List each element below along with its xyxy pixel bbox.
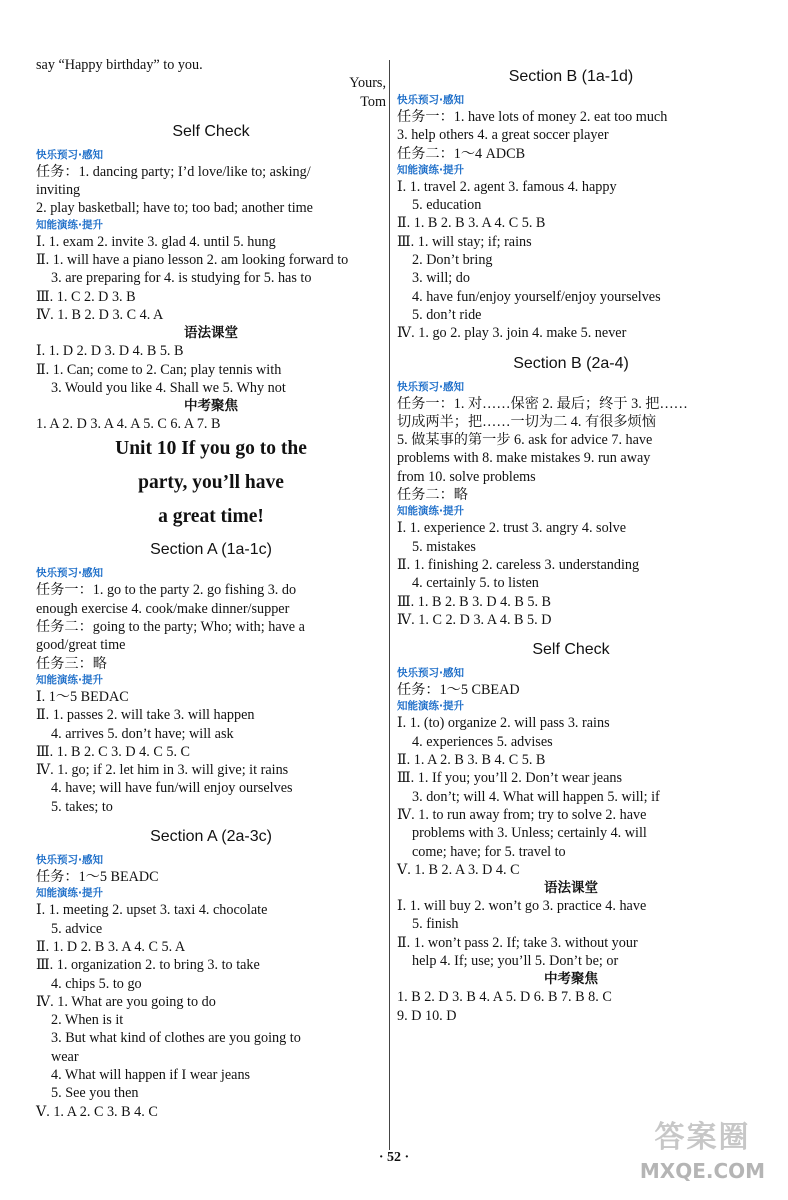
answer-line: 2. play basketball; have to; too bad; another time [36,200,313,217]
answer-line: Ⅰ. 1. (to) organize 2. will pass 3. rains [397,715,610,732]
answer-line: Ⅲ. 1. B 2. C 3. D 4. C 5. C [36,743,190,760]
section-heading: 语法课堂 [544,880,598,897]
answer-line: say “Happy birthday” to you. [36,57,203,73]
right-column [397,56,745,1025]
answer-line: Ⅴ. 1. A 2. C 3. B 4. C [36,1103,158,1120]
section-tag: 快乐预习·感知 [36,567,103,580]
answer-line: Ⅲ. 1. will stay; if; rains [397,233,532,250]
section-heading: 中考聚焦 [544,971,598,988]
section-tag: 知能演练·提升 [36,673,103,686]
answer-line: help 4. If; use; you’ll 5. Don’t be; or [412,952,619,969]
unit-title: Unit 10 If you go to the [115,438,307,460]
answer-line: 3. don’t; will 4. What will happen 5. will; if [412,788,660,805]
section-tag: 知能演练·提升 [397,700,464,713]
answer-line: 任务三：略 [36,655,107,672]
section-tag: 快乐预习·感知 [397,94,464,106]
answer-line: enough exercise 4. cook/make dinner/supper [36,600,290,617]
answer-line: 任务一：1. have lots of money 2. eat too much [397,109,668,125]
answer-line: 2. Don’t bring [412,252,493,269]
answer-line: 3. Would you like 4. Shall we 5. Why not [51,379,286,396]
section-heading: 中考聚焦 [184,398,238,415]
section-tag: 快乐预习·感知 [36,148,103,161]
answer-line: 任务一：1. 对……保密 2. 最后；终于 3. 把…… [397,395,688,412]
section-heading: Self Check [532,641,610,659]
answer-line: 5. See you then [51,1085,139,1102]
answer-line: 5. education [412,197,482,214]
column-divider [389,60,390,1150]
section-tag: 知能演练·提升 [397,505,464,518]
answer-line: 9. D 10. D [397,1007,457,1024]
answer-line: Ⅲ. 1. If you; you’ll 2. Don’t wear jeans [397,770,623,787]
answer-line: problems with 3. Unless; certainly 4. will [412,825,647,842]
answer-line: 3. are preparing for 4. is studying for 5. has to [51,270,312,287]
answer-line: Ⅲ. 1. organization 2. to bring 3. to take [36,957,260,974]
answer-line: Ⅱ. 1. passes 2. will take 3. will happen [36,707,255,724]
answer-line: Ⅳ. 1. B 2. D 3. C 4. A [36,306,164,323]
answer-line: 4. have; will have fun/will enjoy ourselves [51,780,293,797]
answer-line: Ⅴ. 1. B 2. A 3. D 4. C [397,861,520,878]
section-heading: Section B (1a-1d) [508,68,634,85]
section-heading: 语法课堂 [184,325,238,342]
answer-line: Ⅱ. 1. D 2. B 3. A 4. C 5. A [36,938,186,955]
answer-line: from 10. solve problems [397,468,536,485]
answer-line: 任务二：略 [397,487,468,504]
answer-line: wear [51,1048,79,1065]
answer-line: 3. will; do [412,270,470,287]
answer-line: inviting [36,182,81,199]
answer-line: 1. B 2. D 3. B 4. A 5. D 6. B 7. B 8. C [397,989,612,1006]
answer-line: 3. help others 4. a great soccer player [397,127,609,144]
answer-line: 2. When is it [51,1012,124,1029]
answer-line: 5. advice [51,920,103,937]
answer-line: good/great time [36,637,126,654]
answer-line: Ⅱ. 1. B 2. B 3. A 4. C 5. B [397,215,546,232]
answer-line: Ⅳ. 1. C 2. D 3. A 4. B 5. D [397,611,552,628]
section-tag: 快乐预习·感知 [397,667,464,680]
answer-line: Ⅱ. 1. Can; come to 2. Can; play tennis with [36,361,282,378]
page-number: · 52 · [378,1150,410,1165]
answer-line: 5. don’t ride [412,306,482,323]
answer-line: Ⅰ. 1. will buy 2. won’t go 3. practice 4. have [397,898,647,915]
section-tag: 知能演练·提升 [397,163,464,176]
unit-title: a great time! [158,506,264,528]
answer-line: 4. have fun/enjoy yourself/enjoy yourselves [412,288,661,305]
answer-line: 任务：1. dancing party; I’d love/like to; asking/ [36,163,311,180]
answer-line: Ⅰ. 1. meeting 2. upset 3. taxi 4. chocolate [36,902,268,919]
section-tag: 快乐预习·感知 [397,380,464,393]
answer-line: Ⅰ. 1～5 BEDAC [36,688,129,705]
answer-line: Ⅲ. 1. B 2. B 3. D 4. B 5. B [397,593,551,610]
answer-line: Yours, [349,75,386,92]
answer-line: 任务：1～5 CBEAD [397,682,520,699]
section-heading: Self Check [172,122,250,140]
watermark-logo: 答案圈 [654,1120,751,1155]
section-heading: Section A (2a-3c) [150,828,272,846]
answer-line: Ⅱ. 1. finishing 2. careless 3. understanding [397,556,640,573]
answer-line: 1. A 2. D 3. A 4. A 5. C 6. A 7. B [36,416,221,433]
answer-line: 任务二：going to the party; Who; with; have a [36,619,305,636]
section-heading: Section A (1a-1c) [150,541,272,559]
answer-line: Ⅳ. 1. go; if 2. let him in 3. will give; it rains [36,762,289,779]
answer-line: Ⅰ. 1. travel 2. agent 3. famous 4. happy [397,178,617,195]
answer-line: 4. chips 5. to go [51,975,142,992]
answer-line: 5. takes; to [51,798,113,815]
section-tag: 知能演练·提升 [36,887,103,900]
section-tag: 知能演练·提升 [36,218,103,231]
answer-line: Ⅱ. 1. will have a piano lesson 2. am looking forward to [36,252,349,269]
answer-line: 4. experiences 5. advises [412,733,553,750]
answer-line: Ⅳ. 1. to run away from; try to solve 2. have [397,806,647,823]
unit-title: party, you’ll have [138,472,284,494]
answer-line: 5. mistakes [412,538,476,555]
watermark-url: MXQE.COM [639,1159,766,1183]
answer-line: 任务一：1. go to the party 2. go fishing 3. do [36,582,297,599]
answer-line: 3. But what kind of clothes are you going to [51,1030,301,1047]
answer-line: come; have; for 5. travel to [412,843,566,860]
answer-line: Ⅳ. 1. go 2. play 3. join 4. make 5. never [397,325,627,342]
answer-line: Ⅰ. 1. D 2. D 3. D 4. B 5. B [36,343,184,360]
left-column [36,56,386,1121]
answer-line: 任务：1～5 BEADC [36,869,159,886]
answer-line: Ⅰ. 1. experience 2. trust 3. angry 4. solve [397,520,626,537]
answer-line: 4. arrives 5. don’t have; will ask [51,725,234,742]
answer-line: 切成两半；把……一切为二 4. 有很多烦恼 [397,413,656,430]
answer-line: 5. 做某事的第一步 6. ask for advice 7. have [397,432,653,449]
answer-line: Ⅰ. 1. exam 2. invite 3. glad 4. until 5. hung [36,233,276,250]
answer-line: 4. What will happen if I wear jeans [51,1066,251,1083]
answer-line: 4. certainly 5. to listen [412,575,539,592]
answer-line: 5. finish [412,916,459,933]
answer-line: Ⅱ. 1. A 2. B 3. B 4. C 5. B [397,752,546,769]
watermark [620,1118,785,1196]
answer-line: problems with 8. make mistakes 9. run away [397,450,651,467]
answer-line: Ⅱ. 1. won’t pass 2. If; take 3. without your [397,934,638,951]
section-tag: 快乐预习·感知 [36,854,103,867]
answer-line: 任务二：1～4 ADCB [397,145,526,162]
section-heading: Section B (2a-4) [513,354,629,372]
answer-line: Ⅲ. 1. C 2. D 3. B [36,288,136,305]
answer-line: Ⅳ. 1. What are you going to do [36,993,216,1010]
answer-line: Tom [360,93,386,110]
